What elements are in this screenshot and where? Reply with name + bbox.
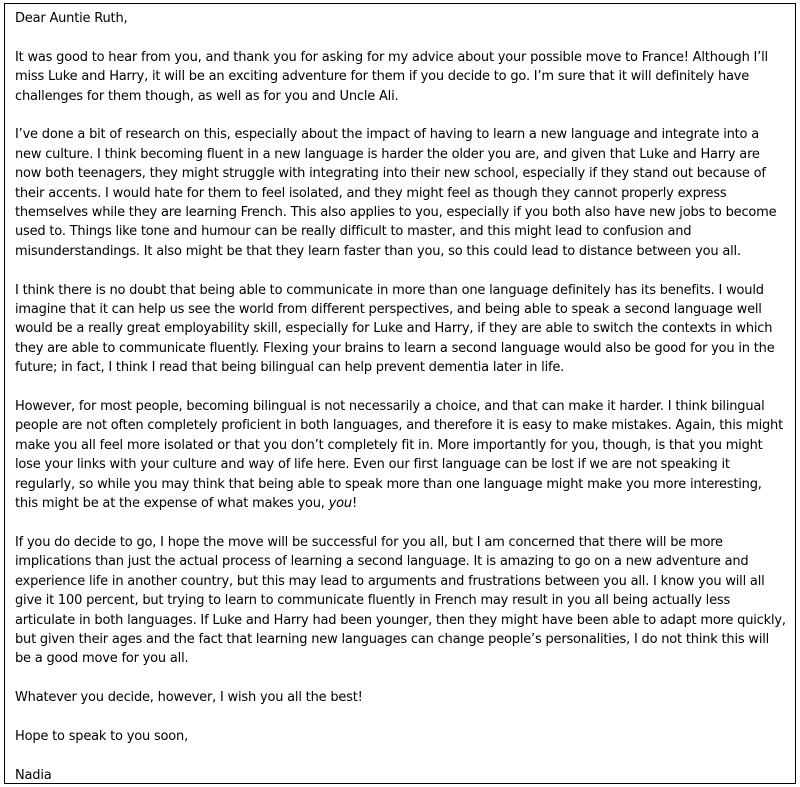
emphasis-you: you xyxy=(328,496,352,512)
paragraph-conclusion: If you do decide to go, I hope the move will be successful for you all, but I am concerned that there will be more implications than just the actual process of learning a second language. It is amazing to go on a new adventure and experience life in another country, but this may lead to arguments and frustrations between you all. I know you will all give it 100 percent, but trying to learn to communicate fluently in French may result in you all being actually less articulate in both languages. If Luke and Harry had been younger, then they might have been able to adapt more quickly, but given their ages and the fact that learning new languages can change people’s personalities, I do not think this will be a good move for you all. xyxy=(15,534,786,667)
paragraph-best-wishes: Whatever you decide, however, I wish you all the best! xyxy=(15,690,363,706)
paragraph-bilingual-text: However, for most people, becoming bilingual is not necessarily a choice, and that can make it harder. I think bilingual people are not often completely proficient in both languages, and therefore it is easy to make mistakes. Again, this might make you all feel more isolated or that you don’t completely fit in. More importantly for you, though, is that you might lose your links with your culture and way of life here. Even our first language can be lost if we are not speaking it regularly, so while you may think that being able to speak more than one language might make you more interesting, this might be at the expense of what makes you, xyxy=(15,399,783,512)
closing-line: Hope to speak to you soon, xyxy=(15,728,188,744)
paragraph-concerns: I’ve done a bit of research on this, especially about the impact of having to learn a new language and integrate into a new culture. I think becoming fluent in a new language is harder the older you are, and given that Luke and Harry are now both teenagers, they might struggle with integrating into their new school, especially if they stand out because of their accents. I would hate for them to feel isolated, and they might feel as though they cannot properly express themselves while they are learning French. This also applies to you, especially if you both also have new jobs to become used to. Things like tone and humour can be really difficult to master, and this might lead to confusion and misunderstandings. It also might be that they learn faster than you, so this could lead to distance between you all. xyxy=(15,127,777,259)
salutation: Dear Auntie Ruth, xyxy=(15,11,128,26)
letter-document xyxy=(4,3,796,784)
paragraph-bilingual-drawbacks xyxy=(15,397,786,513)
paragraph-benefits: I think there is no doubt that being able to communicate in more than one language definitely has its benefits. I would imagine that it can help us see the world from different perspectives, and being able to speak a second language well would be a really great employability skill, especially for Luke and Harry, if they are able to switch the contexts in which they are able to communicate fluently. Flexing your brains to learn a second language would also be good for you in the future; in fact, I think I read that being bilingual can help prevent dementia later in life. xyxy=(15,282,775,376)
signature: Nadia xyxy=(15,767,52,783)
paragraph-intro: It was good to hear from you, and thank you for asking for my advice about your possible move to France! Although I’ll miss Luke and Harry, it will be an exciting adventure for them if you decide to go. I’m sure that it will definitely have challenges for them though, as well as for you and Uncle Ali. xyxy=(15,49,768,104)
paragraph-bilingual-end: ! xyxy=(351,496,357,512)
